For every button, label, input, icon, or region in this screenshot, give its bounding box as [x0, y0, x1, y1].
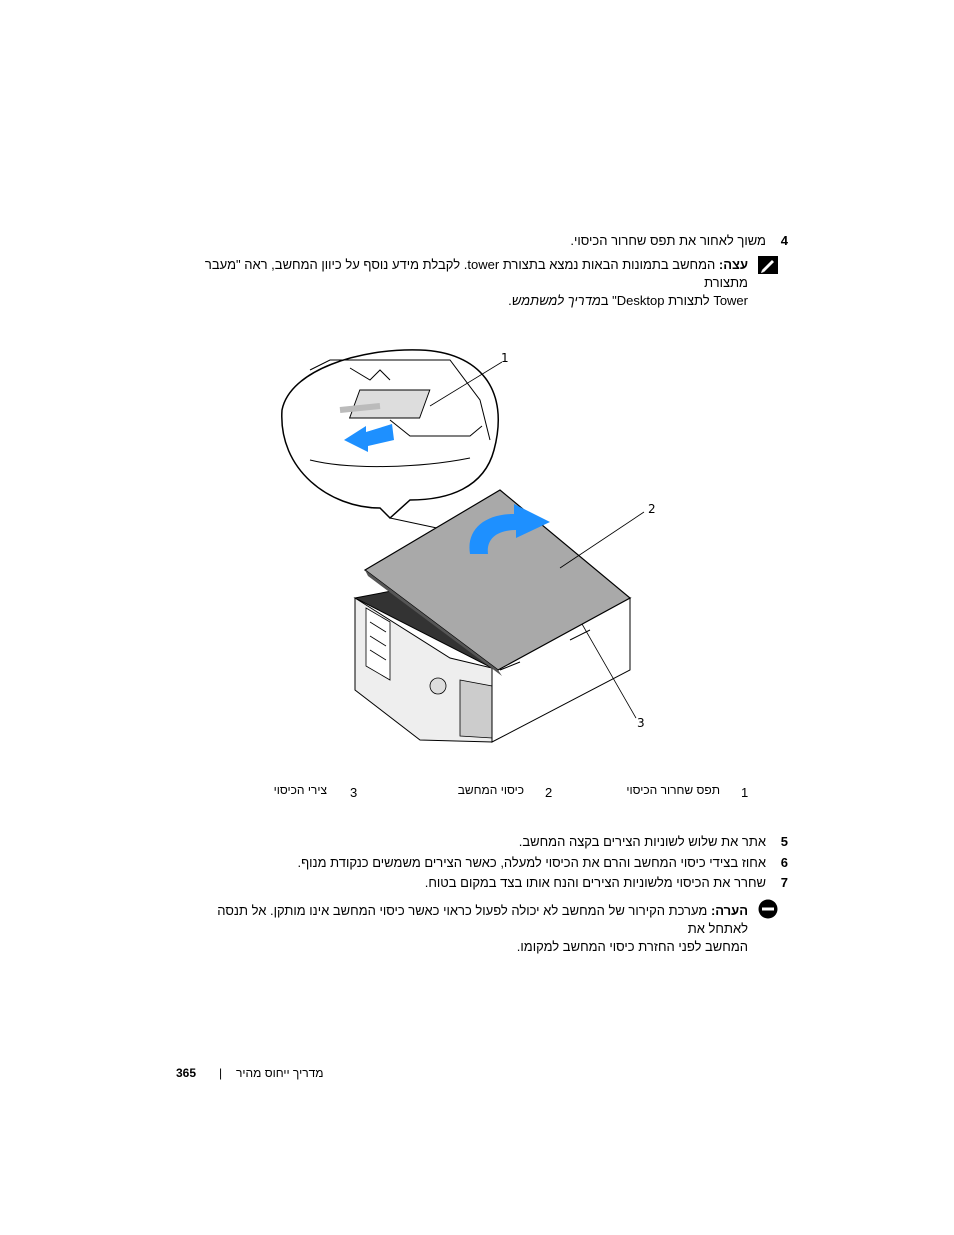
- notice-icon: [758, 899, 778, 919]
- legend-label: תפס שחרור הכיסוי: [626, 783, 720, 797]
- step-number: 4: [780, 233, 788, 248]
- step-5: [206, 834, 788, 849]
- legend-number: 1: [741, 785, 749, 800]
- notice-text: [180, 902, 748, 956]
- page-number: 365: [176, 1066, 197, 1080]
- legend-number: 2: [545, 785, 553, 800]
- callout-number-1: 1: [501, 351, 509, 365]
- tip-line-2: Tower לתצורת Desktop" במדריך למשתמש.: [508, 293, 748, 308]
- tip-line-1: עצה: המחשב בתמונות הבאות נמצא בתצורת tower. לקבלת מידע נוסף על כיוון המחשב, ראה "מעבר מתצורת: [204, 257, 748, 290]
- callout-number-2: 2: [648, 502, 656, 516]
- step-text: אתר את שלוש לשוניות הצירים בקצה המחשב.: [518, 834, 766, 849]
- tip-label: עצה:: [718, 257, 748, 272]
- step-number: 6: [780, 855, 788, 870]
- step-6: [206, 855, 788, 870]
- footer-title: מדריך ייחוס מהיר: [236, 1066, 324, 1080]
- notice-label: הערה:: [710, 903, 748, 918]
- tip-text: [190, 256, 748, 310]
- step-4: [206, 233, 788, 248]
- step-text: שחרר את הכיסוי מלשוניות הצירים והנח אותו בצד במקום בטוח.: [424, 875, 766, 890]
- computer-cover-illustration: [270, 340, 670, 750]
- notice-line-2: המחשב לפני החזרת כיסוי המחשב למקומו.: [516, 939, 748, 954]
- legend-number: 3: [350, 785, 358, 800]
- legend-label: כיסוי המחשב: [457, 783, 524, 797]
- callout-line-2: [560, 512, 644, 568]
- callout-number-3: 3: [637, 716, 645, 730]
- step-text: אחוז בצידי כיסוי המחשב והרם את הכיסוי למעלה, כאשר הצירים משמשים כנקודת מנוף.: [297, 855, 766, 870]
- pencil-note-icon: [758, 256, 778, 274]
- user-guide-reference: מדריך למשתמש: [511, 293, 601, 308]
- step-text: משוך לאחור את תפס שחרור הכיסוי.: [570, 233, 766, 248]
- release-latch-shape: [350, 390, 430, 418]
- step-number: 5: [780, 834, 788, 849]
- notice-line-1: הערה: מערכת הקירור של המחשב לא יכולה לפעול כראוי כאשר כיסוי המחשב אינו מותקן. אל תנסה לאתחל את: [217, 903, 748, 936]
- step-number: 7: [780, 875, 788, 890]
- footer-separator: |: [219, 1066, 223, 1080]
- legend-label: צירי הכיסוי: [273, 783, 327, 797]
- step-7: [206, 875, 788, 890]
